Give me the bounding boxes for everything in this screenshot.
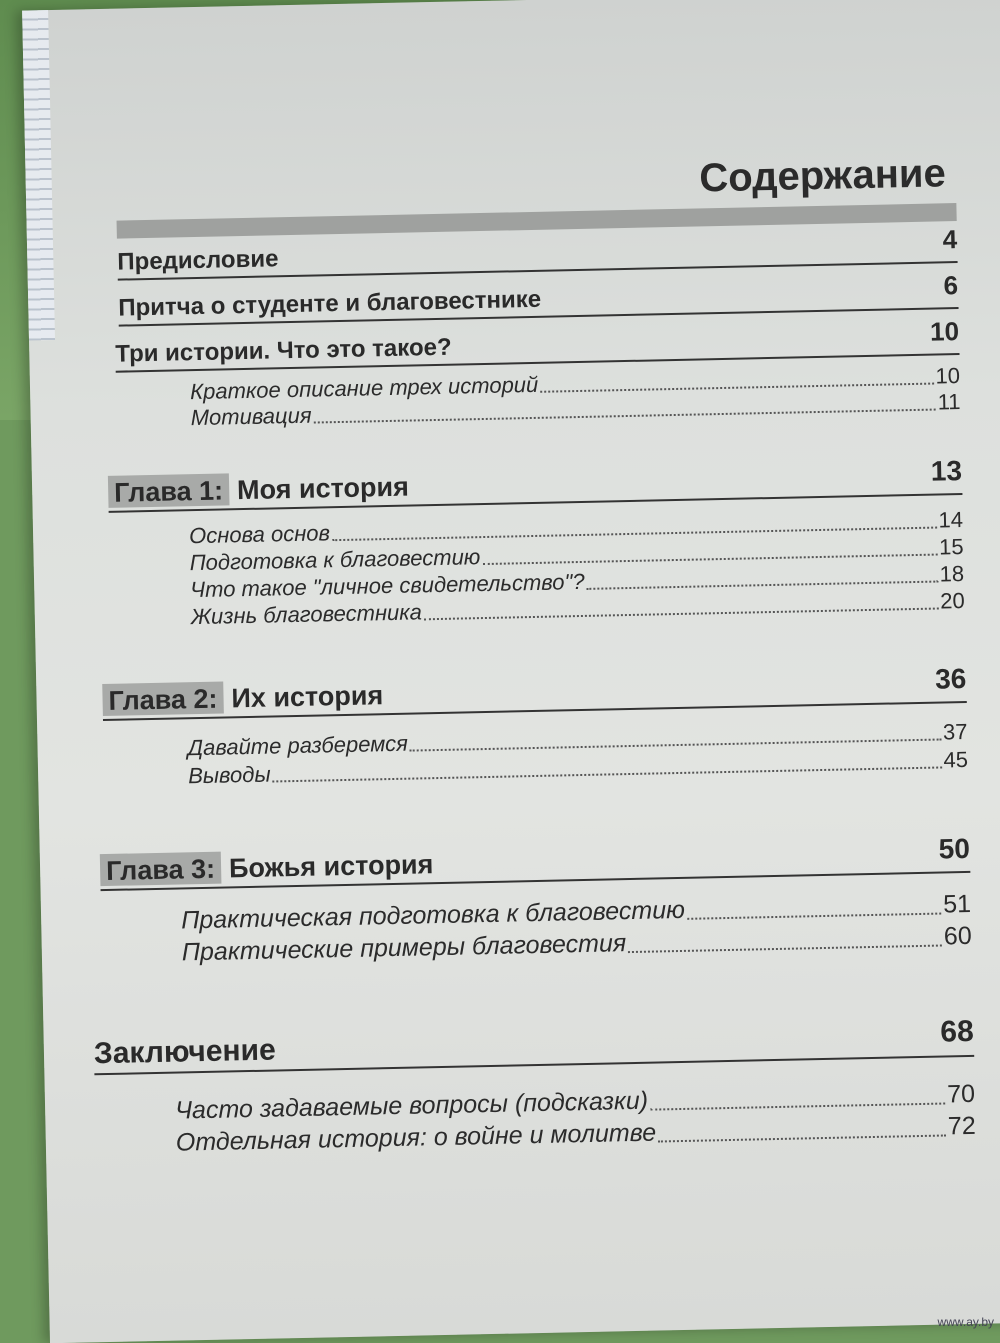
leader-dots (424, 608, 938, 621)
subitem-page: 70 (946, 1079, 976, 1109)
subitem-page: 14 (938, 506, 964, 533)
leader-dots (273, 766, 942, 782)
toc-chapter-3 (100, 832, 971, 891)
toc-title: Содержание (698, 151, 947, 201)
subitem-label: Основа основ (188, 520, 331, 549)
section-label: Предисловие (117, 245, 279, 276)
toc-chapter-1 (108, 454, 963, 513)
watermark-text: www.ay.by (937, 1315, 994, 1329)
conclusion-page: 68 (939, 1014, 975, 1049)
subitem-label: Выводы (187, 761, 271, 789)
chapter-page: 13 (930, 454, 963, 487)
chapter-tag: Глава 2: (102, 682, 224, 717)
section-page: 10 (929, 316, 960, 347)
section-page: 6 (943, 270, 959, 301)
chapter-title: Их история (231, 680, 384, 714)
subitem-page: 37 (942, 718, 968, 745)
toc-section-parable (118, 270, 959, 327)
subitem-page: 18 (939, 560, 965, 587)
subitem-label: Часто задаваемые вопросы (подсказки) (174, 1086, 649, 1125)
subitem-page: 20 (939, 587, 965, 614)
subitem-page: 51 (942, 889, 972, 919)
subitem-label: Практическая подготовка к благовестию (180, 895, 686, 935)
subitem-label: Мотивация (190, 402, 312, 431)
toc-chapter-2 (102, 662, 967, 721)
subitem-label: Давайте разберемся (187, 730, 409, 761)
chapter-page: 50 (938, 832, 971, 865)
chapter-page: 36 (934, 662, 967, 695)
conclusion-title: Заключение (93, 1033, 277, 1071)
section-page: 4 (942, 224, 958, 255)
subitem-page: 15 (938, 533, 964, 560)
subitem-label: Подготовка к благовестию (189, 544, 481, 576)
chapter-title: Моя история (236, 471, 410, 506)
spiral-binding (22, 10, 55, 340)
leader-dots (628, 945, 942, 954)
book-page (22, 0, 1000, 1343)
chapter-title: Божья история (228, 849, 434, 884)
table-of-contents (82, 0, 976, 1342)
chapter-tag: Глава 1: (108, 473, 230, 508)
subitem-label: Отдельная история: о войне и молитве (175, 1118, 657, 1157)
section-label: Три истории. Что это такое? (115, 333, 452, 368)
chapter-tag: Глава 3: (100, 852, 222, 887)
section-label: Притча о студенте и благовестнике (118, 285, 542, 322)
toc-conclusion (94, 1015, 975, 1075)
subitem-label: Краткое описание трех историй (189, 371, 539, 405)
subitem-label: Практические примеры благовестия (181, 929, 627, 967)
subitem-page: 60 (943, 921, 972, 951)
leader-dots (658, 1134, 946, 1142)
subitem-page: 10 (935, 363, 961, 389)
leader-dots (314, 409, 936, 424)
subitem-label: Жизнь благовестника (190, 599, 423, 630)
subitem-page: 45 (943, 746, 969, 773)
subitem-page: 11 (937, 389, 961, 415)
subitem-page: 72 (947, 1111, 976, 1141)
subitem-label: Что такое "личное свидетельство"? (190, 568, 585, 603)
leader-dots (687, 913, 941, 920)
